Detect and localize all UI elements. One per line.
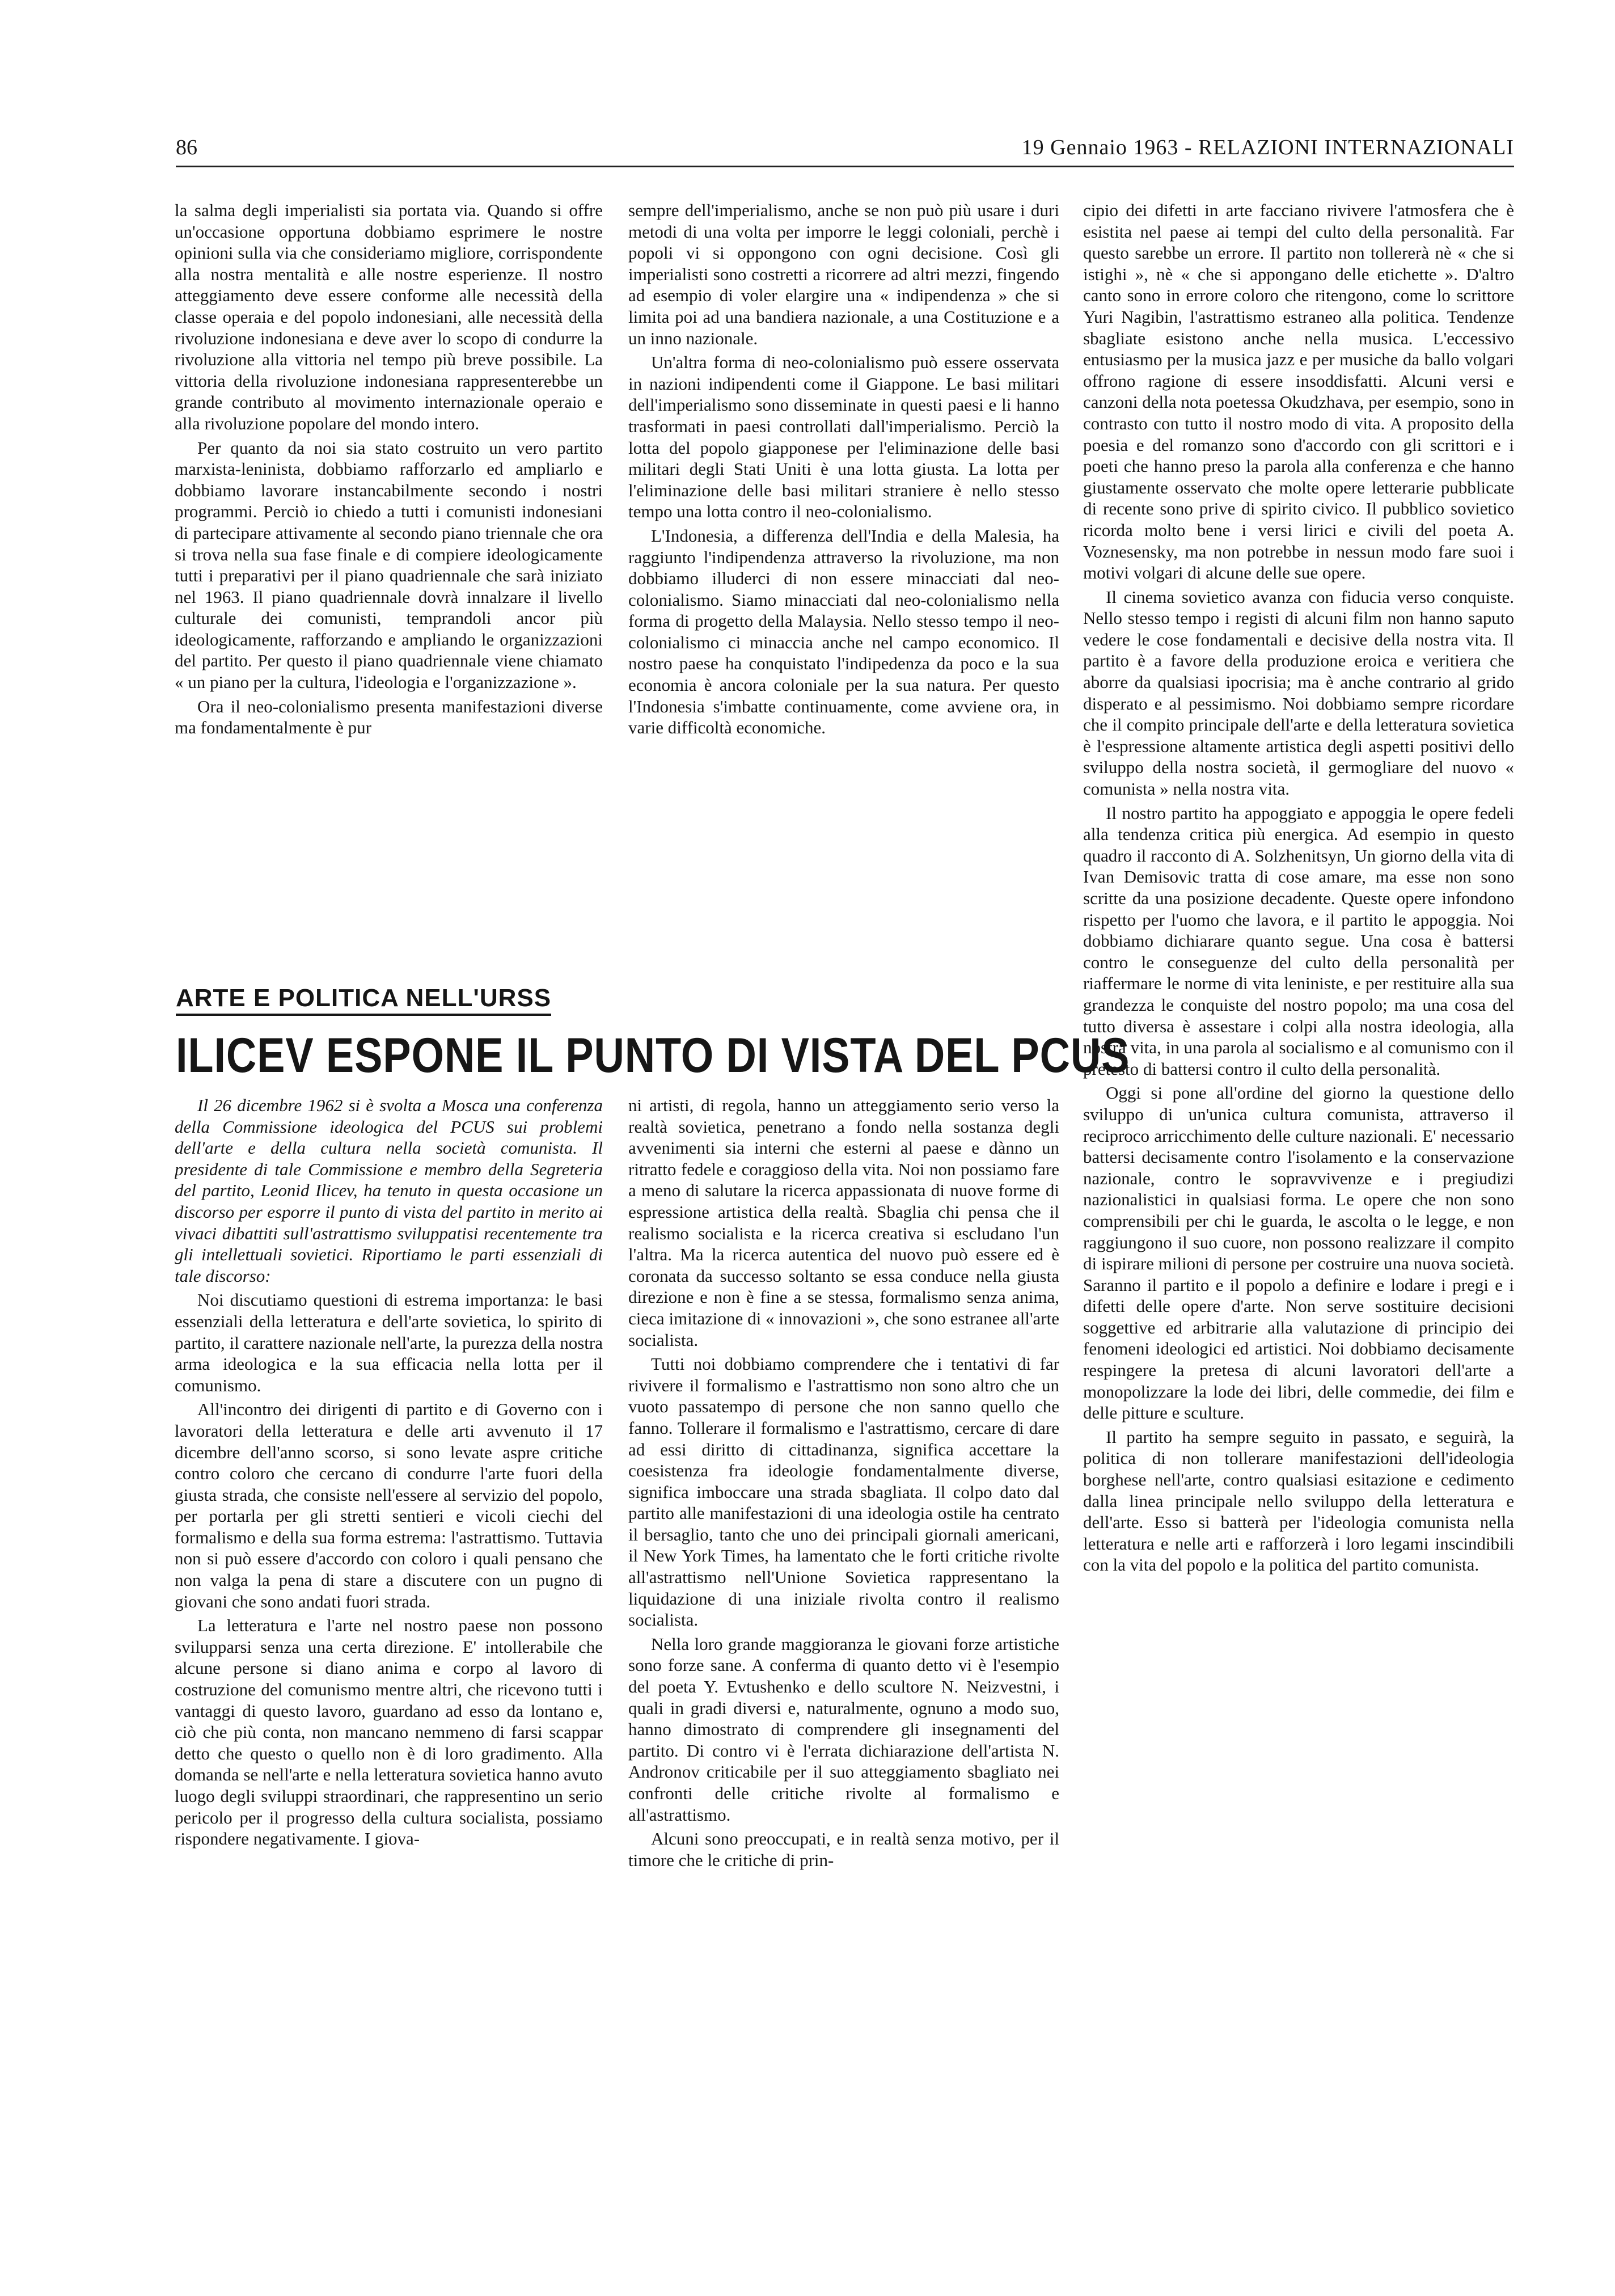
paragraph: All'incontro dei dirigenti di partito e di Governo con i lavoratori della letteratura e delle arti avvenuto il 17 dicembre dell'anno scorso, si sono levate aspre critiche contro coloro che cercano di condurre l'arte fuori della giusta strada, che consiste nell'essere al servizio del popolo, per portarla per gli stretti sentieri e vicoli ciechi del formalismo e della sua forma estrema: l'astrattismo. Tuttavia non si può essere d'accordo con coloro i quali pensano che non valga la pena di stare a discutere con un pugno di giovani che sono andati fuori strada. <box>175 1399 603 1611</box>
paragraph: cipio dei difetti in arte facciano rivivere l'atmosfera che è esistita nel paese ai tempi del culto della personalità. Far questo sarebbe un errore. Il partito non tollererà nè « che si istighi », nè « che si appongano delle etichette ». D'altro canto sono in errore coloro che ritengono, come lo scrittore Yuri Nagibin, l'astrattismo estraneo alla politica. Tendenze sbagliate esistono anche nella musica. L'eccessivo entusiasmo per la musica jazz e per musiche da ballo volgari offrono ragione di essere insoddisfatti. Alcuni versi e canzoni della nota poetessa Okudzhava, per esempio, sono in contrasto con tutto il nostro modo di vita. A proposito della poesia e del romanzo sono d'accordo con gli scrittori e i poeti che hanno preso la parola alla conferenza e che hanno giustamente osservato che molte opere letterarie pubblicate di recente sono prive di spirito civico. Il pubblico sovietico ricorda molto bene i versi lirici e civili del poeta A. Voznesensky, ma non potrebbe in nessun modo fare suoi i motivi volgari di alcune delle sue opere. <box>1083 200 1514 583</box>
article-headline: ILICEV ESPONE IL PUNTO DI VISTA DEL PCUS <box>176 1028 1130 1083</box>
paragraph: sempre dell'imperialismo, anche se non può più usare i duri metodi di una volta per imporre le leggi coloniali, perchè i popoli vi si oppongono con ogni decisione. Così gli imperialisti sono costretti a ricorrere ad altri mezzi, fingendo ad esempio di voler elargire una « indipendenza » che si limita poi ad una bandiera nazionale, a una Costituzione e a un inno nazionale. <box>628 200 1059 348</box>
article-intro: Il 26 dicembre 1962 si è svolta a Mosca una conferenza della Commissione ideologica del PCUS sui problemi dell'arte e della cultura nella società comunista. Il presidente di tale Commissione e membro della Segreteria del partito, Leonid Ilicev, ha tenuto in questa occasione un discorso per esporre il punto di vista del partito in merito ai vivaci dibattiti sull'astrattismo sviluppatisi recentemente tra gli intellettuali sovietici. Riportiamo le parti essenziali di tale discorso: <box>175 1095 603 1286</box>
paragraph: Tutti noi dobbiamo comprendere che i tentativi di far rivivere il formalismo e l'astrattismo non sono altro che un vuoto passatempo di persone che non sanno quello che fanno. Tollerare il formalismo e l'astrattismo, cercare di dare ad essi diritto di cittadinanza, significa accettare la coesistenza fra ideologie fondamentalmente diverse, significa imboccare una strada sbagliata. Il colpo dato dal partito alle manifestazioni di una ideologia ostile ha centrato il bersaglio, tanto che uno dei principali giornali americani, il New York Times, ha lamentato che le forti critiche rivolte all'astrattismo nell'Unione Sovietica rappresentano la liquidazione di una iniziale rivolta contro il realismo socialista. <box>628 1354 1059 1630</box>
paragraph: Nella loro grande maggioranza le giovani forze artistiche sono forze sane. A conferma di quanto detto vi è l'esempio del poeta Y. Evtushenko e dello scultore N. Neizvestni, i quali in gradi diversi e, naturalmente, ognuno a modo suo, hanno dimostrato di comprendere gli insegnamenti del partito. Di contro vi è l'errata dichiarazione dell'artista N. Andronov criticabile per il suo atteggiamento sbagliato nei confronti delle critiche rivolte al formalismo e all'astrattismo. <box>628 1634 1059 1825</box>
paragraph: Ora il neo-colonialismo presenta manifestazioni diverse ma fondamentalmente è pur <box>175 696 603 738</box>
paragraph: Il partito ha sempre seguito in passato, e seguirà, la politica di non tollerare manifestazioni dell'ideologia borghese nell'arte, contro qualsiasi esitazione e cedimento dalla linea principale nello sviluppo della letteratura e dell'arte. Esso si batterà per l'ideologia comunista nella letteratura e nelle arti e rafforzerà i loro legami inscindibili con la vita del popolo e la politica del partito comunista. <box>1083 1426 1514 1575</box>
paragraph: Noi discutiamo questioni di estrema importanza: le basi essenziali della letteratura e dell'arte sovietica, lo spirito di partito, il carattere nazionale nell'arte, la purezza della nostra arma ideologica e la sua efficacia nella lotta per il comunismo. <box>175 1290 603 1395</box>
paragraph: Il cinema sovietico avanza con fiducia verso conquiste. Nello stesso tempo i registi di alcuni film non hanno saputo vedere le cose fondamentali e decisive della nostra vita. Il partito è a favore della produzione eroica e veritiera che aborre da qualsiasi ipocrisia; ma è anche contrario al grido disperato e al pessimismo. Noi dobbiamo sempre ricordare che il compito principale dell'arte e della letteratura sovietica è l'espressione altamente artistica degli aspetti positivi dello sviluppo della nostra società, il germogliare del nuovo « comunista » nella nostra vita. <box>1083 586 1514 799</box>
paragraph: L'Indonesia, a differenza dell'India e della Malesia, ha raggiunto l'indipendenza attraverso la rivoluzione, ma non dobbiamo illuderci di non essere minacciati dal neo-colonialismo. Siamo minacciati dal neo-colonialismo nella forma di progetto della Malaysia. Nello stesso tempo il neo-colonialismo ci minaccia anche nel campo economico. Il nostro paese ha conquistato l'indipedenza da poco e la sua economia è ancora coloniale per la sua natura. Per questo l'Indonesia s'imbatte continuamente, come avviene ora, in varie difficoltà economiche. <box>628 525 1059 738</box>
paragraph: Il nostro partito ha appoggiato e appoggia le opere fedeli alla tendenza critica più energica. Ad esempio in questo quadro il racconto di A. Solzhenitsyn, Un giorno della vita di Ivan Demisovic tratta di cose amare, ma esse non sono scritte da una posizione decadente. Queste opere infondono rispetto per l'uomo che lavora, e il partito le appoggia. Noi dobbiamo dichiarare quanto segue. Una cosa è battersi contro le conseguenze del culto della personalità per riaffermare le norme di vita leniniste, e per restituire alla sua grandezza le conquiste del nostro popolo; ma una cosa del tutto diversa è assestare i colpi alla nostra ideologia, alla nostra vita, in una parola al socialismo e al comunismo con il pretesto di battersi contro il culto della personalità. <box>1083 803 1514 1079</box>
paragraph: la salma degli imperialisti sia portata via. Quando si offre un'occasione opportuna dobbiamo esprimere le nostre opinioni sulla via che consideriamo migliore, corrispondente alla nostra mentalità e alle nostre esperienze. Il nostro atteggiamento deve essere conforme alle necessità della classe operaia e del popolo indonesiani, alle necessità della rivoluzione indonesiana e deve aver lo scopo di condurre la rivoluzione alla vittoria nel tempo più breve possibile. La vittoria della rivoluzione indonesiana rappresenterebbe un grande contributo al movimento internazionale operaio e alla rivoluzione popolare del mondo intero. <box>175 200 603 433</box>
header-rule <box>176 166 1514 167</box>
running-title: 19 Gennaio 1963 - RELAZIONI INTERNAZIONALI <box>1021 136 1514 159</box>
text-column-3 <box>1083 200 1514 2139</box>
text-column-2 <box>628 200 1059 954</box>
article-kicker: ARTE E POLITICA NELL'URSS <box>176 984 551 1016</box>
paragraph: Un'altra forma di neo-colonialismo può essere osservata in nazioni indipendenti come il Giappone. Le basi militari dell'imperialismo sono disseminate in questi paesi e li hanno trasformati in paesi controllati dall'imperialismo. Perciò la lotta del popolo giapponese per l'eliminazione delle basi militari degli Stati Uniti è una lotta giusta. La lotta per l'eliminazione delle basi militari straniere è nello stesso tempo una lotta contro il neo-colonialismo. <box>628 352 1059 522</box>
paragraph: Oggi si pone all'ordine del giorno la questione dello sviluppo di un'unica cultura comunista, attraverso il reciproco arricchimento delle culture nazionali. E' necessario battersi decisamente contro l'isolamento e la conservazione nazionale, contro le sopravvivenze e i pregiudizi nazionalistici in qualsiasi forma. Le opere che non sono comprensibili per chi le guarda, le ascolta o le legge, e non raggiungono il suo cuore, non possono realizzare il compito di ispirare milioni di persone per costruire una nuova società. Saranno il partito e il popolo a definire e lodare i pregi e i difetti delle opere d'arte. Non serve sostituire decisioni soggettive ed arbitrarie alla valutazione di principio dei fenomeni ideologici ed artistici. Noi dobbiamo decisamente respingere la pretesa di alcuni lavoratori dell'arte a monopolizzare la lode dei libri, delle commedie, dei film e delle pitture e sculture. <box>1083 1083 1514 1423</box>
text-column-4 <box>175 1095 603 2138</box>
text-column-5 <box>628 1095 1059 2138</box>
paragraph: ni artisti, di regola, hanno un atteggiamento serio verso la realtà sovietica, penetrano a fondo nella sostanza degli avvenimenti sia interni che esterni al paese e dànno un ritratto fedele e coraggioso della vita. Noi non possiamo fare a meno di salutare la ricerca appassionata di nuove forme di espressione artistica della realtà. Sbaglia chi pensa che il realismo socialista e la ricerca creativa si escludano l'un l'altra. Ma la ricerca autentica del nuovo può essere ed è coronata da successo soltanto se essa conduce nella giusta direzione e non è fine a se stessa, formalismo senza anima, cieca imitazione di « innovazioni », che sono estranee all'arte socialista. <box>628 1095 1059 1350</box>
paragraph: La letteratura e l'arte nel nostro paese non possono svilupparsi senza una certa direzione. E' intollerabile che alcune persone si diano anima e corpo al lavoro di costruzione del comunismo mentre altri, che ricevono tutti i vantaggi di questo lavoro, guardano ad esso da lontano e, ciò che più conta, non mancano nemmeno di farsi scappar detto che questo o quello non è di loro gradimento. Alla domanda se nell'arte e nella letteratura sovietica hanno avuto luogo degli sviluppi straordinari, che rappresentino un serio pericolo per il progresso della cultura socialista, possiamo rispondere negativamente. I giova- <box>175 1615 603 1849</box>
paragraph: Alcuni sono preoccupati, e in realtà senza motivo, per il timore che le critiche di prin- <box>628 1829 1059 1870</box>
paragraph: Per quanto da noi sia stato costruito un vero partito marxista-leninista, dobbiamo rafforzarlo ed ampliarlo e dobbiamo lavorare instancabilmente secondo i nostri programmi. Perciò io chiedo a tutti i comunisti indonesiani di partecipare attivamente al secondo piano triennale che ora si trova nella sua fase finale e di compiere ideologicamente tutti i preparativi per il piano quadriennale che sarà iniziato nel 1963. Il piano quadriennale dovrà innalzare il livello culturale dei comunisti, temprandoli ancor più ideologicamente, rafforzando e ampliando le organizzazioni del partito. Per questo il piano quadriennale viene chiamato « un piano per la cultura, l'ideologia e l'organizzazione ». <box>175 437 603 693</box>
page-number: 86 <box>176 136 197 159</box>
text-column-1 <box>175 200 603 954</box>
